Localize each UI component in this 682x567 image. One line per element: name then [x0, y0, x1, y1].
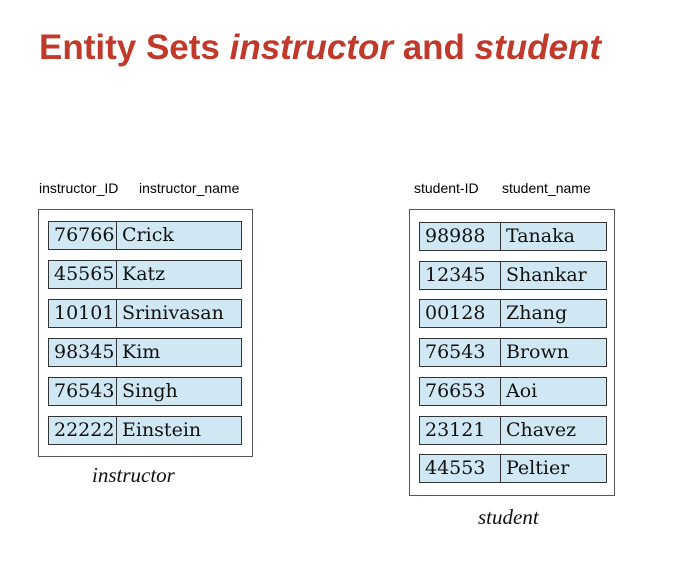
student-id-cell: 00128	[420, 300, 501, 327]
student-id-cell: 76543	[420, 339, 501, 366]
student-row	[419, 338, 607, 367]
student-id-cell: 12345	[420, 262, 501, 289]
instructor-caption: instructor	[92, 463, 175, 487]
title-mid: and	[392, 28, 475, 67]
instructor-row	[48, 338, 242, 367]
instructor-id-cell: 45565	[49, 261, 117, 288]
student-entity-set	[409, 209, 615, 496]
student-name-cell: Shankar	[506, 263, 587, 286]
instructor-name-cell: Srinivasan	[122, 302, 224, 324]
student-row	[419, 299, 607, 328]
instructor-row	[48, 260, 242, 289]
student-row	[419, 222, 607, 251]
title-set2: student	[474, 28, 602, 67]
instructor-row	[48, 416, 242, 445]
instructor-id-header: instructor_ID	[39, 180, 119, 196]
instructor-id-cell: 22222	[49, 417, 117, 444]
student-name-cell: Brown	[506, 341, 569, 364]
instructor-entity-set	[38, 209, 253, 457]
instructor-row	[48, 299, 242, 328]
instructor-id-cell: 10101	[49, 300, 117, 327]
instructor-name-cell: Crick	[122, 224, 174, 246]
slide-title	[39, 28, 601, 68]
instructor-name-cell: Katz	[122, 263, 166, 285]
instructor-name-cell: Einstein	[122, 419, 202, 441]
student-name-cell: Aoi	[506, 379, 538, 402]
student-name-cell: Zhang	[506, 302, 568, 325]
student-name-header: student_name	[502, 180, 591, 196]
student-row	[419, 261, 607, 290]
student-id-cell: 44553	[420, 455, 501, 482]
student-name-cell: Peltier	[506, 457, 570, 480]
student-caption: student	[478, 505, 539, 529]
instructor-name-cell: Kim	[122, 341, 161, 363]
instructor-id-cell: 76543	[49, 378, 117, 405]
student-id-cell: 23121	[420, 417, 501, 444]
student-row	[419, 454, 607, 483]
instructor-row	[48, 377, 242, 406]
instructor-id-cell: 98345	[49, 339, 117, 366]
instructor-name-cell: Singh	[122, 380, 178, 402]
title-prefix: Entity Sets	[39, 28, 230, 67]
instructor-name-header: instructor_name	[139, 180, 240, 196]
student-name-cell: Tanaka	[506, 225, 575, 247]
instructor-id-cell: 76766	[49, 222, 117, 249]
student-id-cell: 76653	[420, 378, 501, 405]
student-name-cell: Chavez	[506, 418, 577, 441]
student-row	[419, 377, 607, 406]
instructor-row	[48, 221, 242, 250]
student-id-cell: 98988	[420, 223, 501, 250]
student-row	[419, 416, 607, 445]
title-set1: instructor	[229, 28, 393, 67]
student-id-header: student-ID	[414, 180, 479, 196]
